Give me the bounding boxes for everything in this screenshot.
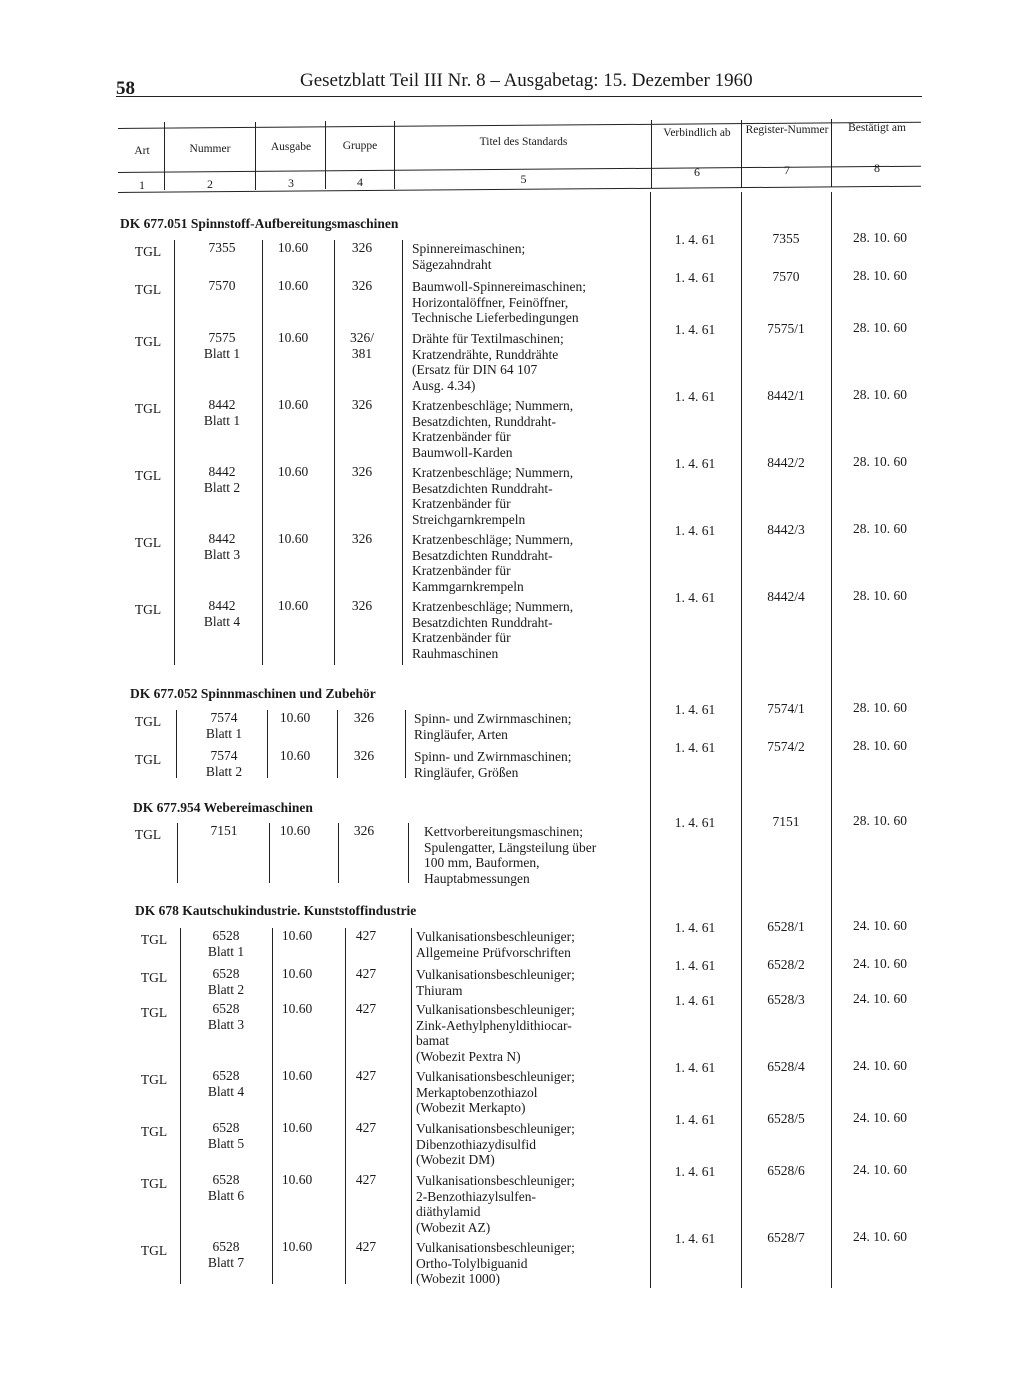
cell-register: 6528/4 bbox=[767, 1059, 805, 1074]
section-heading: DK 677.954 Webereimaschinen bbox=[133, 800, 313, 815]
cell-ausgabe: 10.60 bbox=[277, 240, 309, 255]
cell-gruppe: 427 bbox=[355, 1001, 377, 1016]
cell-register: 6528/7 bbox=[767, 1230, 805, 1245]
cell-titel: Spinnereimaschinen; Sägezahndraht bbox=[412, 241, 526, 272]
cell-register: 7574/1 bbox=[767, 701, 805, 716]
column-number: 7 bbox=[784, 163, 790, 177]
column-header: Ausgabe bbox=[270, 141, 312, 153]
cell-art: TGL bbox=[134, 334, 162, 349]
cell-gruppe: 427 bbox=[355, 928, 377, 943]
cell-nummer: 8442 Blatt 4 bbox=[203, 598, 241, 629]
cell-register: 7575/1 bbox=[767, 321, 805, 336]
cell-bestaetigt: 28. 10. 60 bbox=[853, 454, 907, 469]
cell-bestaetigt: 28. 10. 60 bbox=[853, 230, 907, 245]
cell-gruppe: 427 bbox=[355, 1172, 377, 1187]
cell-art: TGL bbox=[134, 468, 162, 483]
cell-gruppe: 326 bbox=[353, 823, 375, 838]
cell-ausgabe: 10.60 bbox=[281, 966, 313, 981]
cell-bestaetigt: 24. 10. 60 bbox=[853, 918, 907, 933]
column-header: Bestätigt am bbox=[848, 122, 906, 134]
cell-art: TGL bbox=[134, 714, 162, 729]
cell-verbindlich: 1. 4. 61 bbox=[674, 270, 716, 285]
cell-bestaetigt: 24. 10. 60 bbox=[853, 1229, 907, 1244]
cell-verbindlich: 1. 4. 61 bbox=[674, 389, 716, 404]
cell-nummer: 6528 Blatt 6 bbox=[207, 1172, 245, 1203]
cell-nummer: 6528 Blatt 1 bbox=[207, 928, 245, 959]
cell-bestaetigt: 24. 10. 60 bbox=[853, 1058, 907, 1073]
section-column-divider bbox=[402, 240, 403, 665]
column-header: Register-Nummer bbox=[745, 124, 829, 136]
header-rule bbox=[116, 96, 922, 97]
cell-register: 6528/5 bbox=[767, 1111, 805, 1126]
cell-art: TGL bbox=[140, 1005, 168, 1020]
cell-art: TGL bbox=[134, 752, 162, 767]
column-header: Art bbox=[134, 145, 150, 157]
cell-verbindlich: 1. 4. 61 bbox=[674, 456, 716, 471]
cell-art: TGL bbox=[134, 282, 162, 297]
cell-nummer: 6528 Blatt 5 bbox=[207, 1120, 245, 1151]
cell-nummer: 8442 Blatt 1 bbox=[203, 397, 241, 428]
cell-nummer: 8442 Blatt 3 bbox=[203, 531, 241, 562]
cell-register: 6528/2 bbox=[767, 957, 805, 972]
cell-ausgabe: 10.60 bbox=[277, 397, 309, 412]
column-number: 8 bbox=[874, 161, 880, 175]
cell-verbindlich: 1. 4. 61 bbox=[674, 815, 716, 830]
page-title: Gesetzblatt Teil III Nr. 8 – Ausgabetag: 15. Dezember 1960 bbox=[300, 70, 753, 91]
cell-gruppe: 326 bbox=[353, 710, 375, 725]
column-header: Gruppe bbox=[342, 140, 378, 152]
cell-nummer: 7574 Blatt 2 bbox=[205, 748, 243, 779]
cell-register: 6528/3 bbox=[767, 992, 805, 1007]
cell-art: TGL bbox=[134, 244, 162, 259]
cell-titel: Vulkanisationsbeschleuniger; 2-Benzothiazylsulfen- diäthylamid (Wobezit AZ) bbox=[416, 1173, 575, 1235]
column-number: 1 bbox=[139, 178, 145, 192]
section-heading: DK 677.052 Spinnmaschinen und Zubehör bbox=[130, 686, 376, 701]
cell-gruppe: 326/ 381 bbox=[349, 330, 374, 361]
cell-verbindlich: 1. 4. 61 bbox=[674, 993, 716, 1008]
section-column-divider bbox=[411, 928, 412, 1284]
cell-bestaetigt: 28. 10. 60 bbox=[853, 700, 907, 715]
cell-register: 8442/3 bbox=[767, 522, 805, 537]
cell-verbindlich: 1. 4. 61 bbox=[674, 740, 716, 755]
cell-titel: Kettvorbereitungsmaschinen; Spulengatter, Längsteilung über 100 mm, Bauformen, Hauptabmessungen bbox=[424, 824, 597, 886]
cell-art: TGL bbox=[140, 1243, 168, 1258]
cell-register: 8442/2 bbox=[767, 455, 805, 470]
cell-bestaetigt: 28. 10. 60 bbox=[853, 268, 907, 283]
cell-gruppe: 427 bbox=[355, 1068, 377, 1083]
column-number: 2 bbox=[207, 177, 213, 191]
cell-register: 7574/2 bbox=[767, 739, 805, 754]
cell-ausgabe: 10.60 bbox=[281, 1239, 313, 1254]
cell-bestaetigt: 24. 10. 60 bbox=[853, 1162, 907, 1177]
cell-gruppe: 427 bbox=[355, 1120, 377, 1135]
cell-bestaetigt: 28. 10. 60 bbox=[853, 320, 907, 335]
column-number: 6 bbox=[694, 165, 700, 179]
cell-gruppe: 326 bbox=[351, 531, 373, 546]
cell-register: 7570 bbox=[772, 269, 800, 284]
cell-verbindlich: 1. 4. 61 bbox=[674, 232, 716, 247]
cell-titel: Vulkanisationsbeschleuniger; Merkaptobenzothiazol (Wobezit Merkapto) bbox=[416, 1069, 575, 1115]
cell-verbindlich: 1. 4. 61 bbox=[674, 590, 716, 605]
section-column-divider bbox=[405, 710, 406, 778]
cell-nummer: 6528 Blatt 4 bbox=[207, 1068, 245, 1099]
column-divider-8 bbox=[831, 192, 832, 1288]
page-number: 58 bbox=[116, 78, 135, 99]
cell-register: 7355 bbox=[772, 231, 800, 246]
cell-gruppe: 326 bbox=[351, 397, 373, 412]
cell-titel: Kratzenbeschläge; Nummern, Besatzdichten, Runddraht- Kratzenbänder für Baumwoll-Karden bbox=[412, 398, 574, 460]
cell-register: 8442/4 bbox=[767, 589, 805, 604]
cell-verbindlich: 1. 4. 61 bbox=[674, 1231, 716, 1246]
cell-nummer: 7574 Blatt 1 bbox=[205, 710, 243, 741]
cell-titel: Vulkanisationsbeschleuniger; Thiuram bbox=[416, 967, 575, 998]
cell-ausgabe: 10.60 bbox=[277, 464, 309, 479]
cell-gruppe: 326 bbox=[353, 748, 375, 763]
cell-bestaetigt: 24. 10. 60 bbox=[853, 1110, 907, 1125]
cell-titel: Kratzenbeschläge; Nummern, Besatzdichten Runddraht- Kratzenbänder für Streichgarnkrempeln bbox=[412, 465, 574, 527]
cell-ausgabe: 10.60 bbox=[277, 531, 309, 546]
cell-titel: Vulkanisationsbeschleuniger; Dibenzothiazydisulfid (Wobezit DM) bbox=[416, 1121, 575, 1167]
cell-art: TGL bbox=[140, 1124, 168, 1139]
cell-nummer: 7575 Blatt 1 bbox=[203, 330, 241, 361]
column-header: Verbindlich ab bbox=[663, 127, 731, 139]
cell-nummer: 6528 Blatt 3 bbox=[207, 1001, 245, 1032]
cell-titel: Baumwoll-Spinnereimaschinen; Horizontalöffner, Feinöffner, Technische Lieferbedingungen bbox=[412, 279, 586, 325]
cell-ausgabe: 10.60 bbox=[281, 1001, 313, 1016]
cell-ausgabe: 10.60 bbox=[279, 823, 311, 838]
cell-verbindlich: 1. 4. 61 bbox=[674, 1112, 716, 1127]
section-column-divider bbox=[408, 823, 409, 883]
cell-nummer: 7151 bbox=[210, 823, 238, 838]
cell-bestaetigt: 24. 10. 60 bbox=[853, 991, 907, 1006]
cell-register: 8442/1 bbox=[767, 388, 805, 403]
cell-titel: Spinn- und Zwirnmaschinen; Ringläufer, Arten bbox=[414, 711, 572, 742]
cell-art: TGL bbox=[140, 1072, 168, 1087]
cell-gruppe: 326 bbox=[351, 240, 373, 255]
cell-verbindlich: 1. 4. 61 bbox=[674, 702, 716, 717]
cell-bestaetigt: 28. 10. 60 bbox=[853, 738, 907, 753]
cell-gruppe: 326 bbox=[351, 598, 373, 613]
cell-art: TGL bbox=[134, 401, 162, 416]
cell-ausgabe: 10.60 bbox=[281, 1120, 313, 1135]
cell-art: TGL bbox=[140, 970, 168, 985]
column-header: Nummer bbox=[189, 143, 231, 155]
cell-gruppe: 326 bbox=[351, 278, 373, 293]
column-header: Titel des Standards bbox=[479, 136, 568, 148]
cell-art: TGL bbox=[140, 1176, 168, 1191]
cell-art: TGL bbox=[134, 535, 162, 550]
cell-nummer: 8442 Blatt 2 bbox=[203, 464, 241, 495]
cell-ausgabe: 10.60 bbox=[279, 748, 311, 763]
cell-bestaetigt: 28. 10. 60 bbox=[853, 521, 907, 536]
cell-titel: Vulkanisationsbeschleuniger; Allgemeine Prüfvorschriften bbox=[416, 929, 575, 960]
cell-nummer: 7355 bbox=[208, 240, 236, 255]
cell-art: TGL bbox=[134, 827, 162, 842]
cell-register: 7151 bbox=[772, 814, 800, 829]
column-number: 4 bbox=[357, 175, 363, 189]
cell-nummer: 7570 bbox=[208, 278, 236, 293]
column-number: 5 bbox=[520, 172, 527, 186]
cell-bestaetigt: 28. 10. 60 bbox=[853, 387, 907, 402]
cell-ausgabe: 10.60 bbox=[277, 278, 309, 293]
cell-register: 6528/6 bbox=[767, 1163, 805, 1178]
cell-verbindlich: 1. 4. 61 bbox=[674, 1164, 716, 1179]
cell-verbindlich: 1. 4. 61 bbox=[674, 523, 716, 538]
cell-verbindlich: 1. 4. 61 bbox=[674, 920, 716, 935]
column-number: 3 bbox=[288, 176, 294, 190]
cell-titel: Vulkanisationsbeschleuniger; Zink-Aethylphenyldithiocar- bamat (Wobezit Pextra N) bbox=[416, 1002, 575, 1064]
cell-gruppe: 427 bbox=[355, 966, 377, 981]
cell-titel: Spinn- und Zwirnmaschinen; Ringläufer, Größen bbox=[414, 749, 572, 780]
section-heading: DK 678 Kautschukindustrie. Kunststoffindustrie bbox=[135, 903, 417, 918]
cell-gruppe: 427 bbox=[355, 1239, 377, 1254]
cell-titel: Kratzenbeschläge; Nummern, Besatzdichten Runddraht- Kratzenbänder für Kammgarnkrempeln bbox=[412, 532, 574, 594]
cell-ausgabe: 10.60 bbox=[281, 1068, 313, 1083]
cell-verbindlich: 1. 4. 61 bbox=[674, 1060, 716, 1075]
cell-verbindlich: 1. 4. 61 bbox=[674, 958, 716, 973]
cell-art: TGL bbox=[134, 602, 162, 617]
cell-ausgabe: 10.60 bbox=[281, 928, 313, 943]
cell-gruppe: 326 bbox=[351, 464, 373, 479]
cell-ausgabe: 10.60 bbox=[277, 330, 309, 345]
cell-ausgabe: 10.60 bbox=[277, 598, 309, 613]
cell-ausgabe: 10.60 bbox=[281, 1172, 313, 1187]
cell-nummer: 6528 Blatt 7 bbox=[207, 1239, 245, 1270]
cell-ausgabe: 10.60 bbox=[279, 710, 311, 725]
cell-bestaetigt: 24. 10. 60 bbox=[853, 956, 907, 971]
cell-art: TGL bbox=[140, 932, 168, 947]
cell-nummer: 6528 Blatt 2 bbox=[207, 966, 245, 997]
cell-verbindlich: 1. 4. 61 bbox=[674, 322, 716, 337]
cell-titel: Drähte für Textilmaschinen; Kratzendrähte, Runddrähte (Ersatz für DIN 64 107 Ausg. 4.34) bbox=[412, 331, 564, 393]
cell-titel: Kratzenbeschläge; Nummern, Besatzdichten Runddraht- Kratzenbänder für Rauhmaschinen bbox=[412, 599, 574, 661]
cell-titel: Vulkanisationsbeschleuniger; Ortho-Tolylbiguanid (Wobezit 1000) bbox=[416, 1240, 575, 1286]
cell-bestaetigt: 28. 10. 60 bbox=[853, 588, 907, 603]
cell-register: 6528/1 bbox=[767, 919, 805, 934]
cell-bestaetigt: 28. 10. 60 bbox=[853, 813, 907, 828]
section-heading: DK 677.051 Spinnstoff-Aufbereitungsmaschinen bbox=[120, 216, 399, 231]
